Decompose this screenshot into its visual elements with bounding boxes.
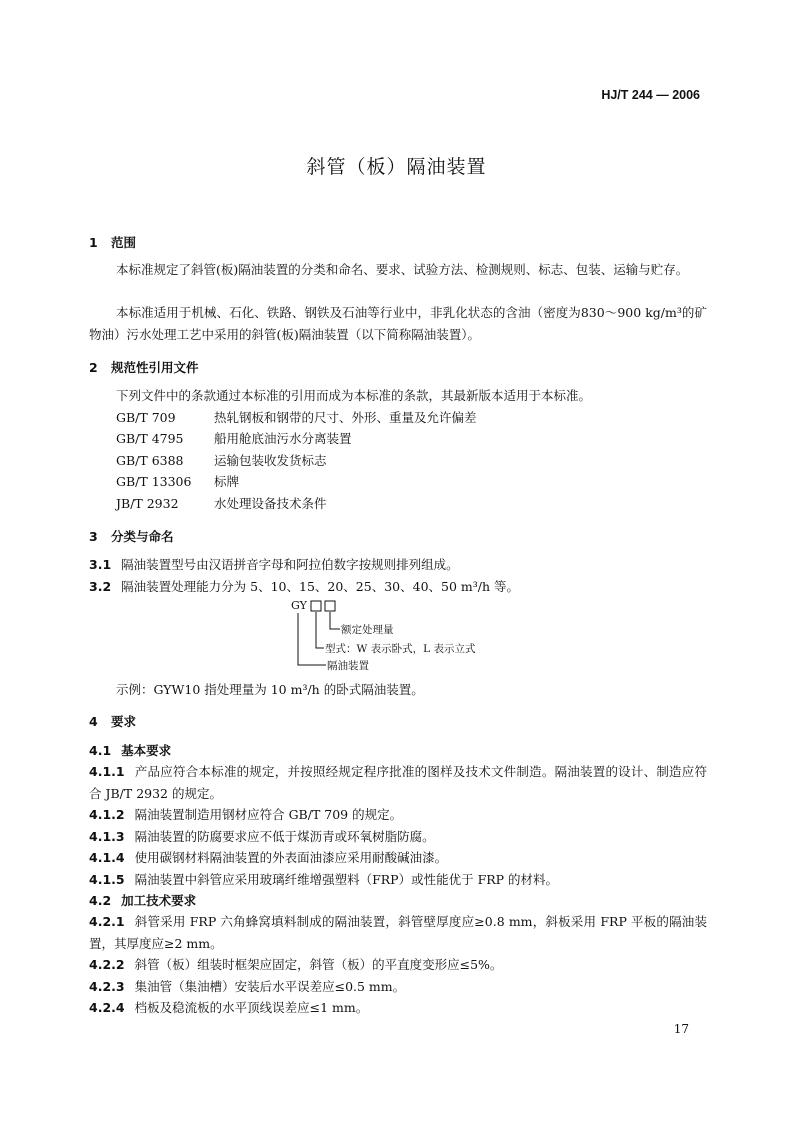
- section-title: 范围: [111, 235, 137, 250]
- reference-name: 船用舱底油污水分离装置: [214, 431, 352, 446]
- clause-number: 4.1.4: [89, 850, 125, 865]
- section-number: 2: [89, 360, 98, 375]
- clause-4-1-3: [89, 827, 435, 845]
- diagram-label-capacity: 额定处理量: [341, 624, 394, 636]
- paragraph-text: 本标准规定了斜管(板)隔油装置的分类和命名、要求、试验方法、检测规则、标志、包装、运输与贮存。: [116, 262, 689, 277]
- reference-item: [116, 429, 352, 447]
- model-box-2: [325, 601, 335, 611]
- reference-name: 水处理设备技术条件: [214, 496, 327, 511]
- clause-4-2-4: [89, 998, 368, 1016]
- section-3-example: 示例：GYW10 指处理量为 10 m³/h 的卧式隔油装置。: [116, 682, 424, 697]
- clause-text: 隔油装置处理能力分为 5、10、15、20、25、30、40、50 m³/h 等。: [121, 579, 519, 594]
- clause-4-1-2: [89, 805, 402, 823]
- clause-number: 4.1: [89, 743, 112, 758]
- reference-name: 热轧钢板和钢带的尺寸、外形、重量及允许偏差: [214, 410, 477, 425]
- clause-3-1: [89, 555, 459, 573]
- reference-code: GB/T 13306: [116, 474, 192, 489]
- section-1-paragraph-2: [89, 302, 707, 346]
- section-number: 1: [89, 235, 98, 250]
- reference-code: GB/T 4795: [116, 431, 184, 446]
- reference-code: GB/T 6388: [116, 453, 184, 468]
- section-1-paragraph-1: [89, 259, 707, 281]
- reference-code: GB/T 709: [116, 410, 176, 425]
- reference-item: [116, 451, 327, 469]
- clause-number: 4.2.3: [89, 979, 125, 994]
- clause-number: 4.2.1: [89, 914, 125, 929]
- section-title: 规范性引用文件: [111, 360, 199, 375]
- connector-line-1: [330, 612, 340, 629]
- diagram-prefix: GY: [291, 599, 307, 612]
- clause-3-2: [89, 577, 519, 595]
- clause-number: 3.2: [89, 579, 112, 594]
- clause-number: 4.2.4: [89, 1000, 125, 1015]
- clause-text: 隔油装置型号由汉语拼音字母和阿拉伯数字按规则排列组成。: [121, 557, 459, 572]
- clause-4-1-1: [89, 761, 707, 805]
- paragraph-text: 本标准适用于机械、石化、铁路、钢铁及石油等行业中，非乳化状态的含油（密度为830～900 kg/m³的矿物油）污水处理工艺中采用的斜管(板)隔油装置（以下简称隔油装置）。: [89, 305, 707, 342]
- section-4-heading: [89, 712, 136, 730]
- clause-number: 4.1.1: [89, 764, 125, 779]
- clause-number: 3.1: [89, 557, 112, 572]
- clause-4-1: [89, 741, 171, 759]
- clause-text: 档板及稳流板的水平顶线误差应≤1 mm。: [134, 1000, 369, 1015]
- clause-text: 隔油装置的防腐要求应不低于煤沥青或环氧树脂防腐。: [134, 829, 435, 844]
- clause-4-2-1: [89, 911, 707, 955]
- clause-text: 斜管（板）组装时框架应固定，斜管（板）的平直度变形应≤5%。: [134, 957, 503, 972]
- clause-4-2-3: [89, 977, 405, 995]
- reference-item: [116, 494, 327, 512]
- reference-item: [116, 408, 477, 426]
- page-number: 17: [673, 1022, 689, 1036]
- clause-4-2: [89, 891, 196, 909]
- clause-text: 使用碳钢材料隔油装置的外表面油漆应采用耐酸碱油漆。: [134, 850, 448, 865]
- section-title: 要求: [111, 714, 137, 729]
- clause-heading: 基本要求: [121, 743, 172, 758]
- connector-line-2: [316, 612, 324, 648]
- clause-number: 4.1.3: [89, 829, 125, 844]
- reference-item: [116, 472, 239, 490]
- section-1-heading: [89, 233, 136, 251]
- model-box-1: [311, 601, 321, 611]
- clause-text: 斜管采用 FRP 六角蜂窝填料制成的隔油装置，斜管壁厚度应≥0.8 mm，斜板采用 FRP 平板的隔油装置，其厚度应≥2 mm。: [89, 914, 707, 951]
- section-number: 3: [89, 529, 98, 544]
- model-designation-diagram: [288, 596, 528, 676]
- clause-number: 4.1.5: [89, 872, 125, 887]
- reference-code: JB/T 2932: [116, 496, 179, 511]
- clause-text: 隔油装置制造用钢材应符合 GB/T 709 的规定。: [134, 807, 403, 822]
- reference-name: 标牌: [214, 474, 240, 489]
- diagram-label-type: 型式：W 表示卧式，L 表示立式: [325, 643, 476, 655]
- clause-number: 4.2: [89, 893, 112, 908]
- clause-number: 4.1.2: [89, 807, 125, 822]
- section-title: 分类与命名: [111, 529, 174, 544]
- clause-heading: 加工技术要求: [121, 893, 197, 908]
- clause-4-2-2: [89, 955, 502, 973]
- standard-number: HJ/T 244 — 2006: [601, 88, 700, 102]
- connector-line-3: [298, 613, 326, 665]
- clause-number: 4.2.2: [89, 957, 125, 972]
- section-2-intro: 下列文件中的条款通过本标准的引用而成为本标准的条款，其最新版本适用于本标准。: [116, 388, 592, 403]
- section-3-heading: [89, 527, 174, 545]
- section-number: 4: [89, 714, 98, 729]
- reference-name: 运输包装收发货标志: [214, 453, 327, 468]
- section-2-heading: [89, 358, 199, 376]
- clause-text: 隔油装置中斜管应采用玻璃纤维增强塑料（FRP）或性能优于 FRP 的材料。: [134, 872, 559, 887]
- clause-4-1-4: [89, 848, 447, 866]
- clause-4-1-5: [89, 870, 558, 888]
- clause-text: 产品应符合本标准的规定，并按照经规定程序批准的图样及技术文件制造。隔油装置的设计、制造应符合 JB/T 2932 的规定。: [89, 764, 707, 801]
- clause-text: 集油管（集油槽）安装后水平误差应≤0.5 mm。: [134, 979, 406, 994]
- diagram-label-device: 隔油装置: [327, 660, 369, 672]
- document-title: 斜管（板）隔油装置: [306, 156, 487, 178]
- diagram-lines: [288, 596, 528, 676]
